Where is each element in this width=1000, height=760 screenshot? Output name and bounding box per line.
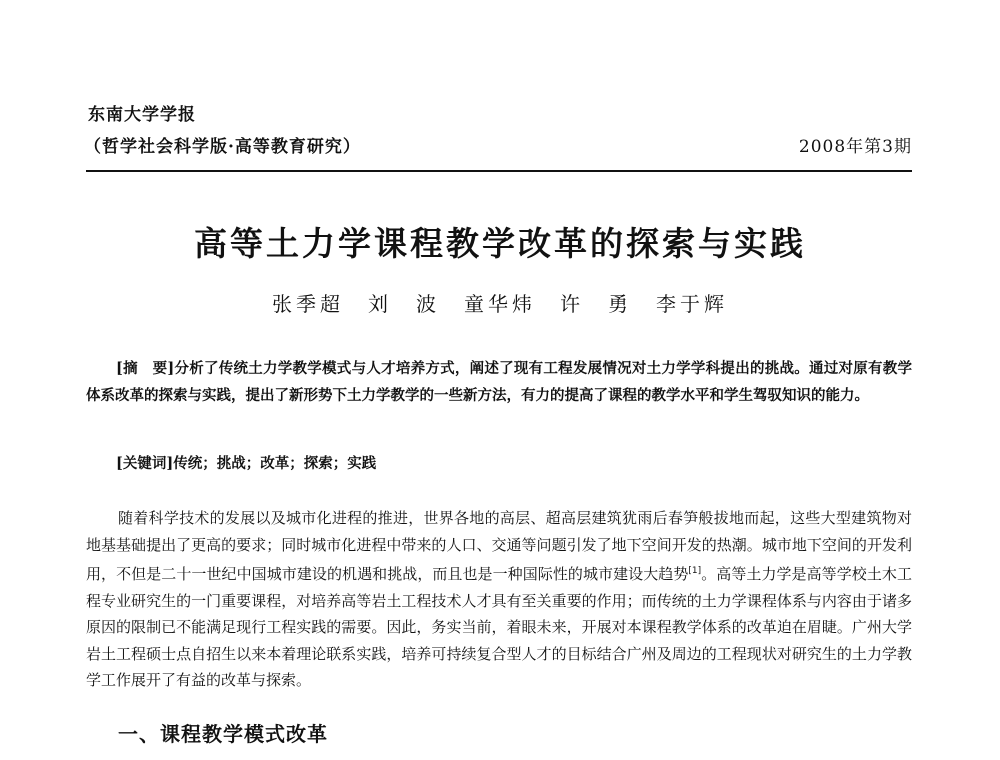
body-text-part1: 随着科学技术的发展以及城市化进程的推进，世界各地的高层、超高层建筑犹雨后春笋般拔地而起，这些大型建筑物对地基基础提出了更高的要求；同时城市化进程中带来的人口、交通等问题引发了地下空间开发的热潮。城市地下空间的开发利用，不但是二十一世纪中国城市建设的机遇和挑战，而且也是一种国际性的城市建设大趋势 bbox=[86, 509, 912, 583]
journal-edition: （哲学社会科学版·高等教育研究） bbox=[84, 137, 361, 157]
citation-ref[interactable]: [1] bbox=[688, 566, 702, 576]
article-title: 高等土力学课程教学改革的探索与实践 bbox=[194, 224, 806, 263]
abstract-label: [摘 要] bbox=[116, 360, 175, 377]
keywords-label: [关键词] bbox=[116, 455, 174, 472]
body-text-part2: 。高等土力学是高等学校土木工程专业研究生的一门重要课程，对培养高等岩土工程技术人才具有至关重要的作用；而传统的土力学课程体系与内容由于诸多原因的限制已不能满足现行工程实践的需要。因此，务实当前，着眼未来，开展对本课程教学体系的改革迫在眉睫。广州大学岩土工程硕士点自招生以来本着理论联系实践，培养可持续复合型人才的目标结合广州及周边的工程现状对研究生的土力学教学工作展开了有益的改革与探索。 bbox=[86, 565, 912, 689]
issue-number: 2008年第3期 bbox=[798, 137, 912, 157]
abstract bbox=[86, 355, 912, 409]
journal-name: 东南大学学报 bbox=[88, 105, 196, 125]
body-paragraph bbox=[86, 505, 912, 694]
header-rule bbox=[86, 170, 912, 172]
article-authors: 张季超 刘 波 童华炜 许 勇 李于辉 bbox=[272, 292, 728, 316]
keywords bbox=[116, 450, 912, 477]
section-heading: 一、课程教学模式改革 bbox=[118, 722, 328, 746]
keywords-text: 传统；挑战；改革；探索；实践 bbox=[173, 455, 377, 472]
abstract-text: 分析了传统土力学教学模式与人才培养方式，阐述了现有工程发展情况对土力学学科提出的挑战。通过对原有教学体系改革的探索与实践，提出了新形势下土力学教学的一些新方法，有力的提高了课程的教学水平和学生驾驭知识的能力。 bbox=[86, 360, 912, 404]
